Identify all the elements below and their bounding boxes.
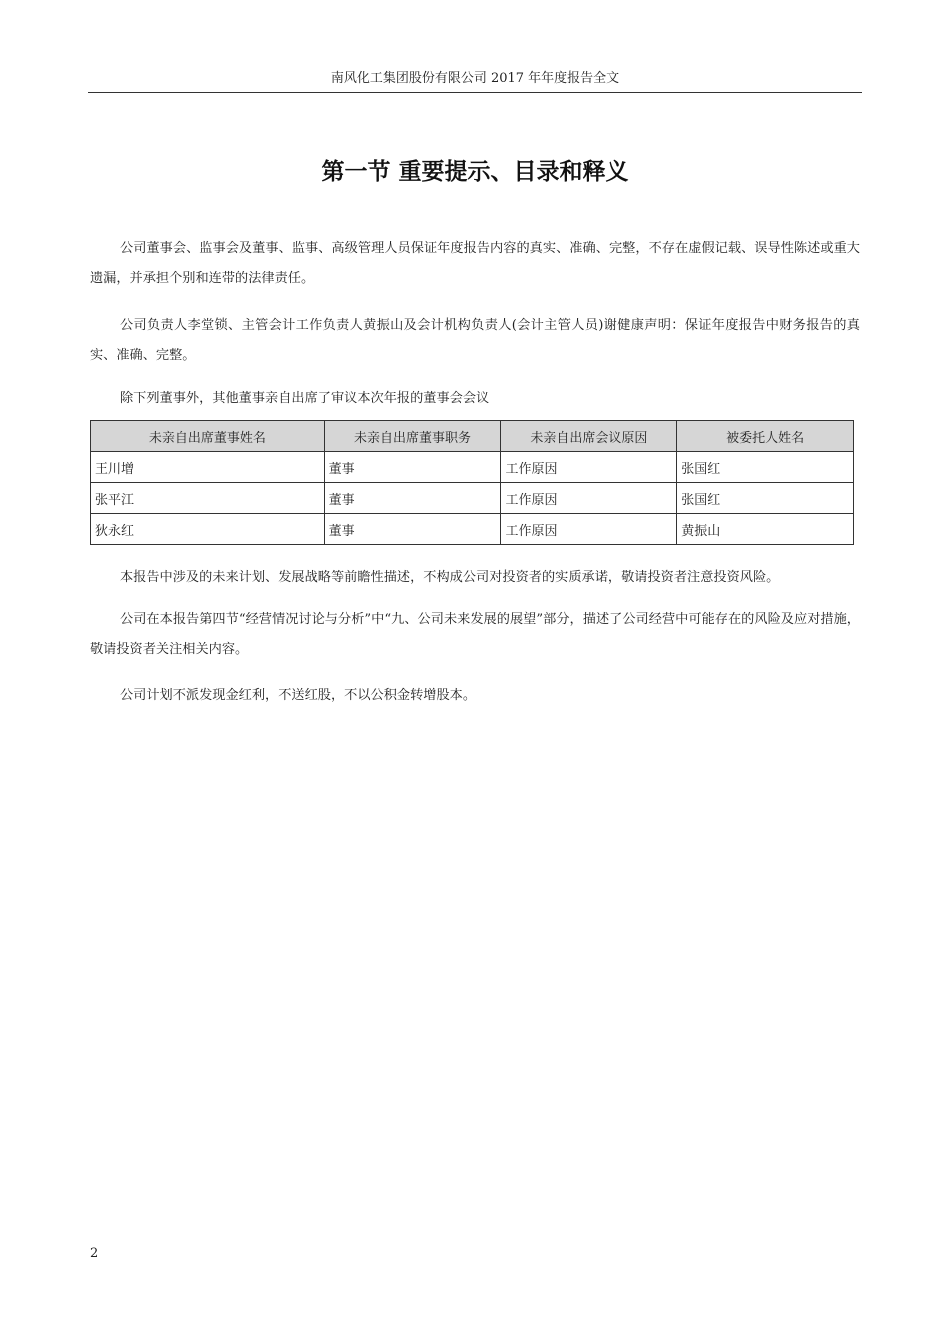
paragraph-directors-attendance: 除下列董事外，其他董事亲自出席了审议本次年报的董事会会议 xyxy=(120,391,490,406)
table-cell: 工作原因 xyxy=(501,483,677,514)
column-header: 未亲自出席董事职务 xyxy=(324,421,501,452)
paragraph-responsible-persons: 公司负责人李堂锁、主管会计工作负责人黄振山及会计机构负责人(会计主管人员)谢健康声明：保证年度报告中财务报告的真实、准确、完整。 xyxy=(90,318,860,363)
table-row xyxy=(91,452,854,483)
paragraph-forward-looking: 本报告中涉及的未来计划、发展战略等前瞻性描述，不构成公司对投资者的实质承诺，敬请投资者注意投资风险。 xyxy=(120,570,780,585)
column-header: 未亲自出席董事姓名 xyxy=(91,421,325,452)
section-title: 第一节 重要提示、目录和释义 xyxy=(321,158,629,185)
table-cell: 王川增 xyxy=(91,452,325,483)
table-cell: 张平江 xyxy=(91,483,325,514)
table-cell: 张国红 xyxy=(677,483,854,514)
table-cell: 狄永红 xyxy=(91,514,325,545)
table-cell: 董事 xyxy=(324,483,501,514)
attendance-table xyxy=(90,420,854,545)
table-cell: 工作原因 xyxy=(501,452,677,483)
table-cell: 张国红 xyxy=(677,452,854,483)
page-number: 2 xyxy=(90,1246,99,1261)
table-header-row xyxy=(91,421,854,452)
table-cell: 董事 xyxy=(324,514,501,545)
table-cell: 工作原因 xyxy=(501,514,677,545)
paragraph-dividend-plan: 公司计划不派发现金红利，不送红股，不以公积金转增股本。 xyxy=(120,688,477,703)
column-header: 被委托人姓名 xyxy=(677,421,854,452)
paragraph-board-guarantee: 公司董事会、监事会及董事、监事、高级管理人员保证年度报告内容的真实、准确、完整，不存在虚假记载、误导性陈述或重大遗漏，并承担个别和连带的法律责任。 xyxy=(90,241,860,286)
running-header: 南风化工集团股份有限公司 2017 年年度报告全文 xyxy=(330,71,620,86)
header-divider xyxy=(88,92,862,93)
table-row xyxy=(91,514,854,545)
table-cell: 董事 xyxy=(324,452,501,483)
table-cell: 黄振山 xyxy=(677,514,854,545)
paragraph-risk-notice: 公司在本报告第四节“经营情况讨论与分析”中“九、公司未来发展的展望”部分，描述了公司经营中可能存在的风险及应对措施，敬请投资者关注相关内容。 xyxy=(90,612,860,657)
column-header: 未亲自出席会议原因 xyxy=(501,421,677,452)
table-row xyxy=(91,483,854,514)
